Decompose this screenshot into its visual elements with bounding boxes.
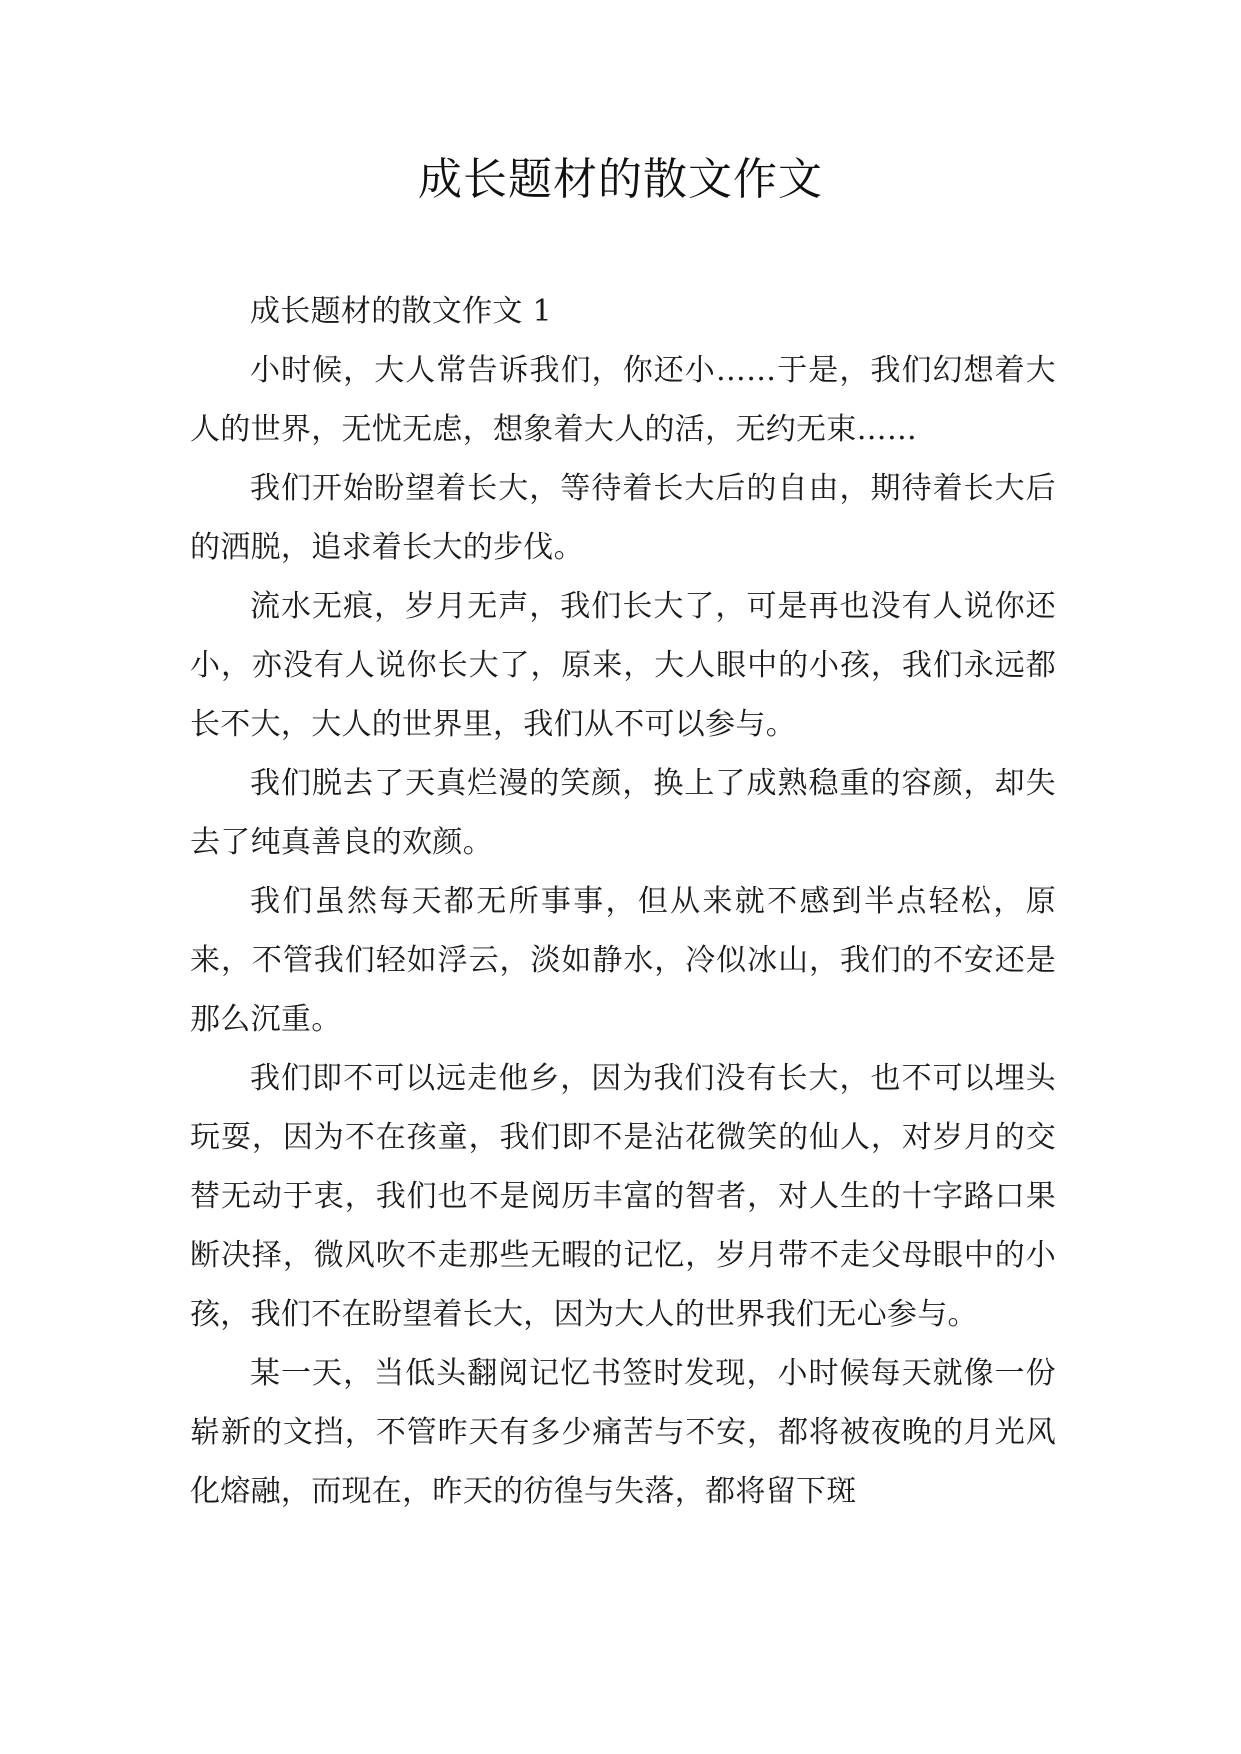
paragraph: 我们虽然每天都无所事事，但从来就不感到半点轻松，原来，不管我们轻如浮云，淡如静水，冷似冰山，我们的不安还是那么沉重。	[190, 884, 1056, 1037]
document-body	[190, 282, 1056, 1521]
paragraph: 某一天，当低头翻阅记忆书签时发现，小时候每天就像一份崭新的文挡，不管昨天有多少痛苦与不安，都将被夜晚的月光风化熔融，而现在，昨天的彷徨与失落，都将留下斑	[190, 1356, 1056, 1509]
paragraph: 我们即不可以远走他乡，因为我们没有长大，也不可以埋头玩耍，因为不在孩童，我们即不是沾花微笑的仙人，对岁月的交替无动于衷，我们也不是阅历丰富的智者，对人生的十字路口果断决择，微风吹不走那些无暇的记忆，岁月带不走父母眼中的小孩，我们不在盼望着长大，因为大人的世界我们无心参与。	[190, 1061, 1056, 1332]
paragraph: 我们开始盼望着长大，等待着长大后的自由，期待着长大后的洒脱，追求着长大的步伐。	[190, 471, 1056, 565]
document-title: 成长题材的散文作文	[418, 154, 823, 205]
paragraph: 流水无痕，岁月无声，我们长大了，可是再也没有人说你还小，亦没有人说你长大了，原来，大人眼中的小孩，我们永远都长不大，大人的世界里，我们从不可以参与。	[190, 589, 1056, 742]
paragraph-heading: 成长题材的散文作文 1	[250, 294, 552, 329]
paragraph: 我们脱去了天真烂漫的笑颜，换上了成熟稳重的容颜，却失去了纯真善良的欢颜。	[190, 766, 1056, 860]
paragraph: 小时候，大人常告诉我们，你还小……于是，我们幻想着大人的世界，无忧无虑，想象着大人的活，无约无束……	[190, 353, 1056, 447]
